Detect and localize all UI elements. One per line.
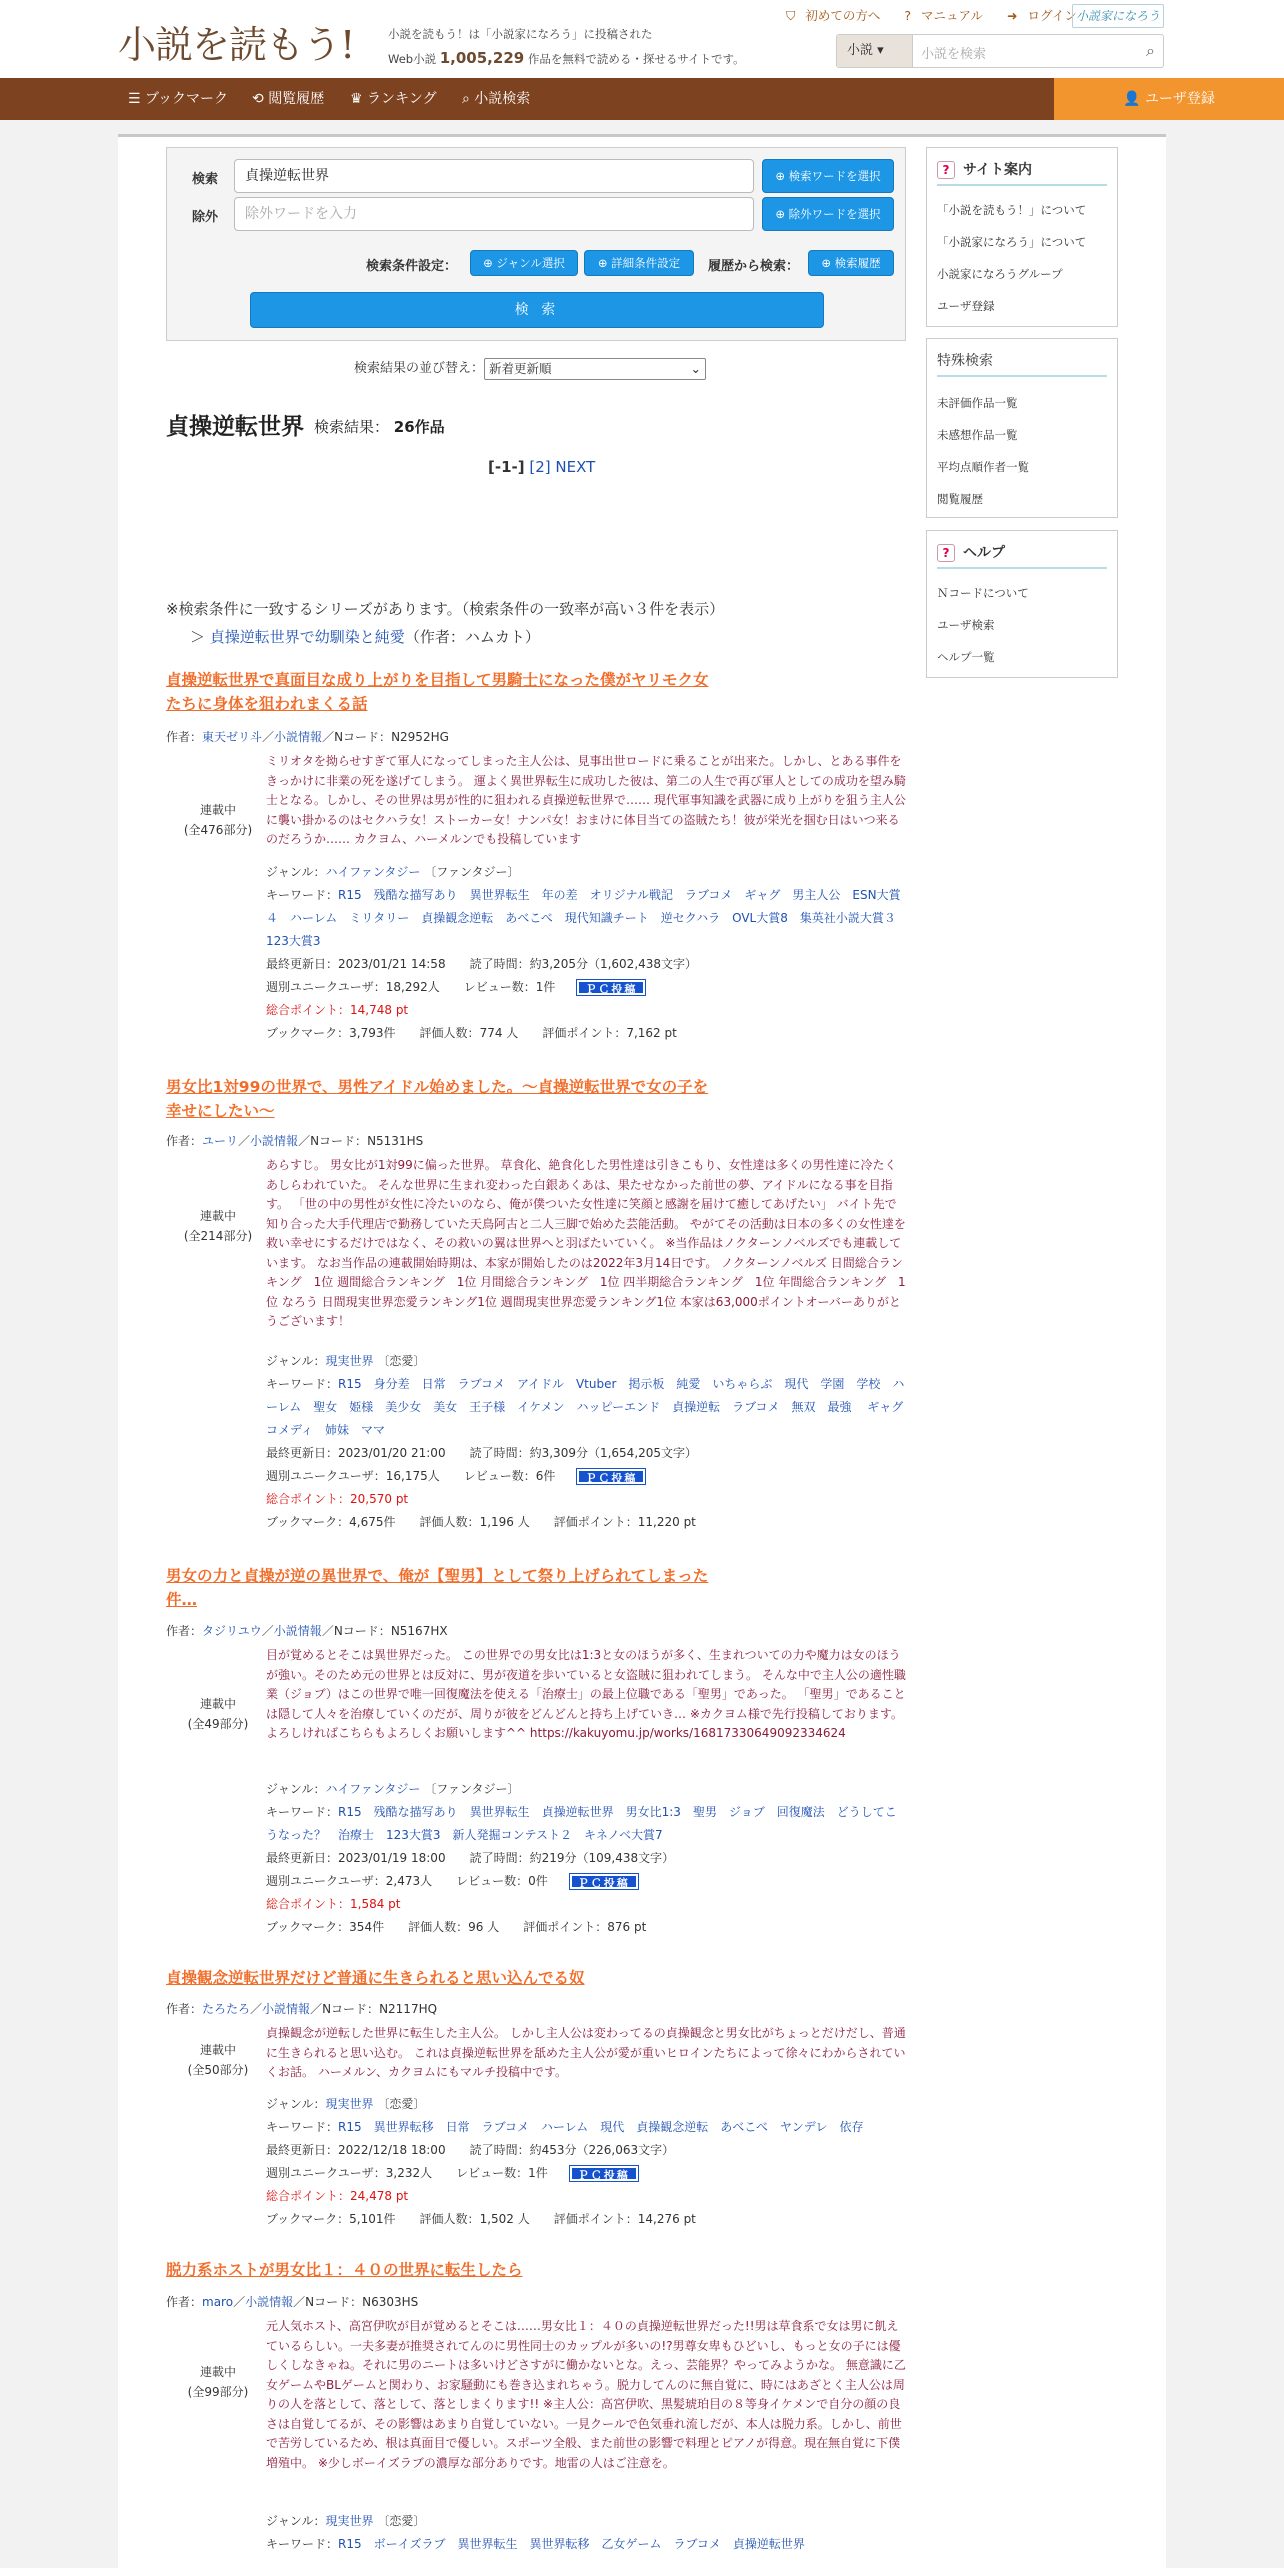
bookmark-row	[266, 1511, 906, 1534]
nav-bookmark[interactable]	[128, 78, 228, 120]
bookmarks-label: ブックマーク：	[266, 1026, 350, 1040]
novel-title-line: 男女比1対99の世界で、男性アイドル始めました。〜貞操逆転世界で女の子を	[166, 1078, 709, 1096]
keyword-row	[266, 2533, 906, 2556]
novel-author-row: 作者：たろたろ／小説情報／Nコード：N2117HQ	[166, 2002, 438, 2016]
manual-label: マニュアル	[921, 8, 984, 23]
rating-points-value: 14,276 pt	[637, 2212, 696, 2226]
parts-count: (全99部分)	[187, 2385, 249, 2399]
novel-status	[172, 1206, 264, 1246]
bookmark-row	[266, 2208, 906, 2231]
read-time-value: 約453分（226,063文字）	[529, 2143, 675, 2157]
author-label: 作者：	[166, 1624, 203, 1638]
sidebar-item-about-yomou[interactable]: 「小説を読もう！」について	[937, 203, 1087, 217]
novel-info-link[interactable]: 小説情報	[262, 2002, 311, 2016]
sidebar-item-unrated[interactable]: 未評価作品一覧	[937, 396, 1018, 410]
novel-title[interactable]	[166, 668, 786, 716]
keyword-links[interactable]: R15 残酷な描写あり 異世界転生 年の差 オリジナル戦記 ラブコメ ギャグ 男主人公 ESN大賞４ ハーレム ミリタリー 貞操観念逆転 あべこべ 現代知識チート 逆セクハラ OVL大賞8 集英社小説大賞３ 123大賞3	[266, 888, 908, 948]
status-text: 連載中	[199, 2365, 236, 2379]
chevron-down-icon: ▾	[877, 43, 884, 58]
genre-label: ジャンル：	[266, 2097, 326, 2111]
login-label: ログイン	[1027, 8, 1077, 23]
author-label: 作者：	[166, 1134, 203, 1148]
reviews-value: 1件	[528, 2166, 548, 2180]
result-count-label: 検索結果：	[314, 418, 390, 436]
desc-pre: Web小説	[388, 52, 437, 66]
novel-author-row: 作者：ユーリ／小説情報／Nコード：N5131HS	[166, 1134, 424, 1148]
series-row	[190, 626, 540, 647]
sidebar-item-narou-group[interactable]: 小説家になろうグループ	[937, 267, 1063, 281]
result-count	[314, 416, 445, 437]
novel-info-link[interactable]: 小説情報	[274, 730, 323, 744]
nav-ranking-label: ランキング	[367, 91, 437, 107]
first-visit-link[interactable]	[786, 8, 890, 23]
narou-logo-link[interactable]: 小説家になろう	[1072, 4, 1164, 28]
updated-label: 最終更新日：	[266, 1851, 339, 1865]
pager-current: [-1-]	[488, 458, 525, 476]
nav-search[interactable]	[462, 78, 530, 120]
desc-line2	[388, 46, 745, 71]
site-header	[0, 0, 1284, 78]
keyword-label: キーワード：	[266, 2120, 339, 2134]
total-points-label: 総合ポイント：	[266, 2189, 351, 2203]
keyword-links[interactable]: R15 身分差 日常 ラブコメ アイドル Vtuber 掲示板 純愛 いちゃらぶ 現代 学園 学校 ハーレム 聖女 姫様 美少女 美女 王子様 イケメン ハッピーエンド 貞操逆転 ラブコメ 無双 最強 ギャグ コメディ 姉妹 ママ	[266, 1377, 916, 1437]
author-label: 作者：	[166, 2295, 203, 2309]
read-time-label: 読了時間：	[469, 957, 530, 971]
bookmark-row	[266, 1022, 906, 1045]
novel-meta	[266, 861, 906, 1045]
novel-title-line: 貞操逆転世界で真面目な成り上がりを目指して男騎士になった僕がヤリモク女	[166, 671, 709, 689]
reviews-label: レビュー数：	[463, 1469, 536, 1483]
total-points-label: 総合ポイント：	[266, 1897, 351, 1911]
sidebar-item-history[interactable]: 閲覧履歴	[937, 492, 983, 506]
updated-row	[266, 953, 906, 976]
keyword-row	[266, 884, 906, 953]
search-history-button[interactable]	[808, 250, 894, 276]
novel-title-line: 幸せにしたい〜	[166, 1102, 275, 1120]
keyword-row	[266, 2116, 906, 2139]
search-type-select[interactable]	[837, 35, 913, 67]
help-icon: ?	[937, 161, 955, 179]
novel-status	[172, 2362, 264, 2402]
genre-select-button[interactable]	[470, 250, 578, 276]
sidebar-item-average-authors[interactable]: 平均点順作者一覧	[937, 460, 1029, 474]
nav-bookmark-label: ブックマーク	[145, 91, 229, 107]
novel-title-line: 件…	[166, 1591, 198, 1609]
bookmarks-value: 354件	[349, 1920, 385, 1934]
keyword-row	[266, 1801, 906, 1847]
total-points-label: 総合ポイント：	[266, 1492, 351, 1506]
parts-count: (全49部分)	[187, 1717, 249, 1731]
series-author: （作者：ハムカト）	[404, 628, 540, 646]
header-search-input[interactable]: 小説を検索	[921, 47, 987, 62]
sort-value: 新着更新順	[489, 360, 552, 376]
ncode-label: Nコード：	[333, 1624, 391, 1638]
ncode-value: N5131HS	[367, 1134, 424, 1148]
login-icon: ➜	[1007, 8, 1018, 23]
pager	[488, 458, 595, 476]
updated-label: 最終更新日：	[266, 1446, 339, 1460]
users-row	[266, 1870, 906, 1893]
help-title-text: ヘルプ	[963, 545, 1005, 561]
reviews-label: レビュー数：	[456, 2166, 529, 2180]
rating-points-label: 評価ポイント：	[542, 1026, 627, 1040]
history-search-label: 履歴から検索：	[708, 259, 800, 274]
novel-author-row: 作者：東天ゼリ斗／小説情報／Nコード：N2952HG	[166, 730, 449, 744]
novel-meta	[266, 2510, 906, 2568]
search-icon[interactable]: ⌕	[1146, 41, 1155, 60]
genre-category: 〔恋愛〕	[377, 2097, 426, 2111]
parts-count: (全476部分)	[183, 823, 253, 837]
ncode-value: N6303HS	[362, 2295, 419, 2309]
raters-label: 評価人数：	[419, 2212, 480, 2226]
genre-row	[266, 1778, 906, 1801]
genre-label: ジャンル：	[266, 2514, 326, 2528]
site-guide-box	[926, 147, 1118, 327]
exclude-label: 除外	[192, 210, 219, 225]
rating-points-label: 評価ポイント：	[553, 1515, 638, 1529]
novel-status	[172, 800, 264, 840]
novel-synopsis: ミリオタを拗らせすぎて軍人になってしまった主人公は、見事出世ロードに乗ることが出来た。しかし、とある事件をきっかけに非業の死を遂げてしまう。 運よく異世界転生に成功した彼は、第二の人生で再び軍人としての成功を望み騎士となる。しかし、その世界は男が性的に狙われる貞操逆転世界で…… 現代軍事知識を武器に成り上がりを狙う主人公に襲い掛かるのはセクハラ女！ストーカー女！ナンパ女！おまけに体目当ての盗賊たち！彼が栄光を掴む日はいつ来るのだろうか…… カクヨム、ハーメルンでも投稿しています	[266, 754, 906, 846]
bookmarks-value: 5,101件	[349, 2212, 396, 2226]
weekly-users-value: 16,175人	[385, 1469, 440, 1483]
plus-icon: ⊕	[597, 256, 608, 270]
bookmarks-label: ブックマーク：	[266, 1515, 350, 1529]
ncode-label: Nコード：	[310, 1134, 368, 1148]
ncode-label: Nコード：	[322, 2002, 380, 2016]
updated-row	[266, 2139, 906, 2162]
genre-row	[266, 2093, 906, 2116]
raters-label: 評価人数：	[419, 1515, 480, 1529]
points-row	[266, 1488, 906, 1511]
updated-value: 2023/01/20 21:00	[338, 1446, 446, 1460]
search-history-label: 検索履歴	[834, 256, 881, 270]
sort-row	[354, 357, 706, 380]
novel-synopsis: あらすじ。 男女比が1対99に偏った世界。 草食化、絶食化した男性達は引きこもり、女性達は多くの男性達に冷たくあしらわれていた。 そんな世界に生まれ変わった白銀あくあは、果たせなかった前世の夢、アイドルになる事を目指す。 「世の中の男性が女性に冷たいのなら、俺が僕ついた女性達に笑顔と感謝を届けて癒してあげたい」 バイト先で知り合った大手代理店で勤務していた天鳥阿古と二人三脚で始めた芸能活動。 やがてその活動は日本の多くの女性達を救い幸せにするだけではなく、その救いの翼は世界へと羽ばたいていく。 ※当作品はノクターンノベルズでも連載しています。 なお当作品の連載開始時期は、本家が開始したのは2022年3月14日です。 ノクターンノベルズ 日間総合ランキング 1位 週間総合ランキング 1位 月間総合ランキング 1位 四半期総合ランキング 1位 年間総合ランキング 1位 なろう 日間現実世界恋愛ランキング1位 週間現実世界恋愛ランキング1位 本家は63,000ポイントオーバーありがとうございます！	[266, 1158, 906, 1328]
ncode-value: N2952HG	[391, 730, 449, 744]
novel-status	[172, 1694, 264, 1734]
novel-title-line: 脱力系ホストが男女比１：４０の世界に転生したら	[166, 2261, 523, 2279]
updated-row	[266, 1847, 906, 1870]
series-note: ※検索条件に一致するシリーズがあります。（検索条件の一致率が高い３件を表示）	[166, 600, 725, 618]
main-nav	[0, 78, 1284, 120]
rating-points-value: 7,162 pt	[626, 1026, 677, 1040]
reviews-label: レビュー数：	[456, 1874, 529, 1888]
sort-label: 検索結果の並び替え：	[354, 361, 485, 376]
header-search	[836, 34, 1164, 68]
detail-condition-button[interactable]	[584, 250, 694, 276]
novel-count: 1,005,229	[439, 49, 525, 67]
crown-icon: ♛	[350, 91, 363, 107]
total-points-value: 1,584 pt	[350, 1897, 401, 1911]
first-visit-label: 初めての方へ	[805, 8, 881, 23]
author-label: 作者：	[166, 730, 203, 744]
sort-select[interactable]	[484, 358, 706, 380]
novel-synopsis: 元人気ホスト、高宮伊吹が目が覚めるとそこは……男女比１：４０の貞操逆転世界だった!!男は草食系で女は男に飢えているらしい。一夫多妻が推奨されてんのに男性同士のカップルが多いの!?男尊女卑もひどいし、もっと女の子には優しくしなきゃね。それに男のニートは多いけどさすがに働かないとな。えっ、芸能界？やってみようかな。 無意識に乙女ゲームやBLゲームと関わり、お家騒動にも巻き込まれちゃう。脱力してんのに無自覚に、時にはあざとく主人公は周りの人を落として、落として、落としまくります!! ※主人公：高宮伊吹、黒髪琥珀目の８等身イケメンで自分の顔の良さは自覚してるが、その影響はあまり自覚していない。一見クールで色気垂れ流しだが、本人は脱力系。しかし、前世で苦労しているため、根は真面目で優しい。スポーツ全般、また前世の影響で料理とピアノが得意。現在無自覚に下僕増殖中。 ※少しボーイズラブの濃厚な部分ありです。地雷の人はご注意を。	[266, 2319, 906, 2470]
keyword-label: キーワード：	[266, 2537, 339, 2551]
genre-row	[266, 1350, 906, 1373]
desc-post: 作品を無料で読める・探せるサイトです。	[527, 52, 745, 66]
raters-value: 96 人	[468, 1920, 500, 1934]
keyword-label: キーワード：	[266, 888, 339, 902]
nav-search-label: 小説検索	[474, 91, 531, 107]
bookmarks-value: 4,675件	[349, 1515, 396, 1529]
nav-history-label: 閲覧履歴	[268, 91, 325, 107]
total-points-label: 総合ポイント：	[266, 1003, 351, 1017]
pc-badge: ＰＣ投稿	[577, 980, 645, 995]
raters-label: 評価人数：	[408, 1920, 469, 1934]
keyword-label: キーワード：	[266, 1805, 339, 1819]
read-time-value: 約3,205分（1,602,438文字）	[529, 957, 698, 971]
users-row	[266, 1465, 906, 1488]
genre-link[interactable]: ハイファンタジー	[325, 1782, 421, 1796]
detail-condition-label: 詳細条件設定	[611, 256, 681, 270]
author-link[interactable]: タジリユウ	[202, 1624, 262, 1638]
rating-points-value: 876 pt	[607, 1920, 647, 1934]
condition-label: 検索条件設定：	[366, 259, 458, 274]
register-button[interactable]	[1054, 78, 1284, 120]
history-icon: ⟲	[252, 91, 264, 107]
genre-label: ジャンル：	[266, 865, 326, 879]
keyword-links[interactable]: R15 異世界転移 日常 ラブコメ ハーレム 現代 貞操観念逆転 あべこべ ヤンデレ 依存	[338, 2120, 864, 2134]
genre-link[interactable]: 現実世界	[325, 2097, 374, 2111]
raters-value: 774 人	[479, 1026, 519, 1040]
weekly-users-value: 18,292人	[385, 980, 440, 994]
novel-title-line: たちに身体を狙われまくる話	[166, 695, 368, 713]
desc-line1: 小説を読もう！は「小説家になろう」に投稿された	[388, 27, 653, 41]
reviews-value: 1件	[535, 980, 556, 994]
rating-points-label: 評価ポイント：	[553, 2212, 638, 2226]
search-icon: ⌕	[462, 91, 470, 107]
pc-badge: ＰＣ投稿	[577, 1469, 645, 1484]
author-link[interactable]: ユーリ	[202, 1134, 239, 1148]
rating-points-label: 評価ポイント：	[523, 1920, 608, 1934]
updated-label: 最終更新日：	[266, 957, 339, 971]
novel-meta	[266, 2093, 906, 2231]
novel-info-link[interactable]: 小説情報	[250, 1134, 299, 1148]
top-links	[786, 6, 1097, 24]
genre-label: ジャンル：	[266, 1354, 326, 1368]
sidebar-item-user-search[interactable]: ユーザ検索	[937, 618, 995, 632]
updated-label: 最終更新日：	[266, 2143, 339, 2157]
result-count-value: 26作品	[393, 418, 445, 436]
pc-badge: ＰＣ投稿	[570, 1874, 638, 1889]
search-type-value: 小説	[847, 43, 874, 58]
question-icon: ?	[904, 8, 912, 23]
novel-synopsis: 貞操観念が逆転した世界に転生した主人公。 しかし主人公は変わってるの貞操観念と男女比がちょっとだけだし、普通に生きられると思い込む。 これは貞操逆転世界を舐めた主人公が愛が重いヒロインたちによって徐々にわからされていくお話。 ハーメルン、カクヨムにもマルチ投稿中です。	[266, 2026, 906, 2079]
pager-page-2[interactable]: [2]	[529, 458, 551, 476]
status-text: 連載中	[199, 803, 236, 817]
points-row	[266, 999, 906, 1022]
total-points-value: 20,570 pt	[350, 1492, 409, 1506]
updated-value: 2022/12/18 18:00	[338, 2143, 446, 2157]
reviews-label: レビュー数：	[463, 980, 536, 994]
read-time-label: 読了時間：	[469, 2143, 530, 2157]
reviews-value: 0件	[528, 1874, 548, 1888]
select-keyword-label: 検索ワードを選択	[788, 169, 881, 183]
novel-info-link[interactable]: 小説情報	[245, 2295, 294, 2309]
points-row	[266, 1893, 906, 1916]
sidebar-item-help-list[interactable]: ヘルプ一覧	[937, 650, 995, 664]
weekly-users-label: 週別ユニークユーザ：	[266, 2166, 386, 2180]
genre-link[interactable]: ハイファンタジー	[325, 865, 421, 879]
ncode-value: N5167HX	[390, 1624, 448, 1638]
result-title: 貞操逆転世界	[166, 414, 304, 440]
shield-icon: ⛉	[786, 8, 796, 23]
novel-title-line: 貞操観念逆転世界だけど普通に生きられると思い込んでる奴	[166, 1969, 585, 1987]
nav-ranking[interactable]	[350, 78, 437, 120]
site-logo[interactable]: 小説を読もう!	[118, 23, 355, 67]
status-text: 連載中	[199, 2043, 236, 2057]
raters-value: 1,196 人	[479, 1515, 530, 1529]
select-exclude-label: 除外ワードを選択	[788, 207, 881, 221]
updated-row	[266, 1442, 906, 1465]
series-link[interactable]: 貞操逆転世界で幼馴染と純愛	[209, 628, 405, 646]
sidebar-item-register[interactable]: ユーザ登録	[937, 299, 995, 313]
novel-title[interactable]	[166, 1075, 786, 1123]
bookmarks-label: ブックマーク：	[266, 2212, 350, 2226]
novel-title[interactable]	[166, 2258, 786, 2282]
keyword-row	[266, 1373, 916, 1442]
genre-category: 〔ファンタジー〕	[424, 865, 520, 879]
reviews-value: 6件	[535, 1469, 556, 1483]
novel-meta	[266, 1778, 906, 1939]
genre-row	[266, 861, 906, 884]
keyword-label: キーワード：	[266, 1377, 339, 1391]
plus-icon: ⊕	[775, 207, 785, 221]
plus-icon: ⊕	[483, 256, 493, 270]
sidebar-item-about-narou[interactable]: 「小説家になろう」について	[937, 235, 1087, 249]
author-link[interactable]: 東天ゼリ斗	[202, 730, 263, 744]
site-guide-title	[937, 156, 1107, 186]
read-time-value: 約3,309分（1,654,205文字）	[529, 1446, 698, 1460]
keyword-links[interactable]: R15 残酷な描写あり 異世界転生 貞操逆転世界 男女比1:3 聖男 ジョブ 回復魔法 どうしてこうなった？ 治療士 123大賞3 新人発掘コンテスト２ キネノベ大賞7	[266, 1805, 897, 1842]
ncode-label: Nコード：	[305, 2295, 363, 2309]
help-box	[926, 530, 1118, 678]
author-link[interactable]: maro	[202, 2295, 234, 2309]
read-time-label: 読了時間：	[469, 1446, 530, 1460]
bookmarks-value: 3,793件	[349, 1026, 396, 1040]
keyword-input[interactable]: 貞操逆転世界	[234, 159, 754, 193]
raters-label: 評価人数：	[419, 1026, 480, 1040]
pager-next[interactable]: NEXT	[555, 458, 596, 476]
weekly-users-label: 週別ユニークユーザ：	[266, 1874, 386, 1888]
manual-link[interactable]	[904, 8, 993, 23]
genre-category: 〔ファンタジー〕	[424, 1782, 520, 1796]
status-text: 連載中	[199, 1209, 236, 1223]
read-time-value: 約219分（109,438文字）	[529, 1851, 675, 1865]
special-search-title: 特殊検索	[937, 347, 1107, 377]
novel-status	[172, 2040, 264, 2080]
select-keyword-button[interactable]	[762, 159, 894, 193]
exclude-input[interactable]: 除外ワードを入力	[234, 197, 754, 231]
weekly-users-value: 2,473人	[385, 1874, 433, 1888]
genre-link[interactable]: 現実世界	[325, 2514, 374, 2528]
bookmarks-label: ブックマーク：	[266, 1920, 350, 1934]
special-search-box	[926, 338, 1118, 518]
total-points-value: 14,748 pt	[350, 1003, 409, 1017]
ncode-label: Nコード：	[334, 730, 392, 744]
novel-title-line: 男女の力と貞操が逆の異世界で、俺が【聖男】として祭り上げられてしまった	[166, 1567, 709, 1585]
author-link[interactable]: たろたろ	[202, 2002, 251, 2016]
status-text: 連載中	[199, 1697, 236, 1711]
help-icon: ?	[937, 544, 955, 562]
read-time-label: 読了時間：	[469, 1851, 530, 1865]
users-row	[266, 2162, 906, 2185]
sidebar-item-ncode[interactable]: Ｎコードについて	[937, 586, 1029, 600]
parts-count: (全50部分)	[187, 2063, 249, 2077]
list-icon: ☰	[128, 91, 141, 107]
site-guide-title-text: サイト案内	[963, 162, 1033, 178]
rating-points-value: 11,220 pt	[637, 1515, 696, 1529]
genre-category: 〔恋愛〕	[377, 2514, 426, 2528]
genre-category: 〔恋愛〕	[377, 1354, 426, 1368]
novel-title[interactable]	[166, 1966, 786, 1990]
users-row	[266, 976, 906, 999]
weekly-users-label: 週別ユニークユーザ：	[266, 1469, 386, 1483]
updated-value: 2023/01/21 14:58	[338, 957, 446, 971]
weekly-users-value: 3,232人	[385, 2166, 433, 2180]
series-prefix: ＞	[190, 628, 206, 646]
points-row	[266, 2185, 906, 2208]
total-points-value: 24,478 pt	[350, 2189, 409, 2203]
help-title	[937, 539, 1107, 569]
genre-select-label: ジャンル選択	[496, 256, 565, 270]
parts-count: (全214部分)	[183, 1229, 253, 1243]
bookmark-row	[266, 1916, 906, 1939]
updated-value: 2023/01/19 18:00	[338, 1851, 446, 1865]
user-icon: 👤	[1123, 91, 1141, 107]
genre-row	[266, 2510, 906, 2533]
nav-history[interactable]	[252, 78, 324, 120]
site-description	[388, 22, 745, 71]
pc-badge: ＰＣ投稿	[570, 2166, 638, 2181]
novel-author-row: 作者：maro／小説情報／Nコード：N6303HS	[166, 2295, 419, 2309]
novel-title[interactable]	[166, 1564, 786, 1612]
keyword-links[interactable]: R15 ボーイズラブ 異世界転生 異世界転移 乙女ゲーム ラブコメ 貞操逆転世界	[338, 2537, 805, 2551]
plus-icon: ⊕	[821, 256, 831, 270]
novel-author-row: 作者：タジリユウ／小説情報／Nコード：N5167HX	[166, 1624, 448, 1638]
novel-info-link[interactable]: 小説情報	[273, 1624, 322, 1638]
search-submit-button[interactable]: 検 索	[250, 292, 824, 328]
keyword-label: 検索	[192, 172, 219, 187]
novel-synopsis: 目が覚めるとそこは異世界だった。 この世界での男女比は1:3と女のほうが多く、生まれついての力や魔力は女のほうが強い。そのため元の世界とは反対に、男が夜道を歩いていると女盗賊に狙われてしまう。 そんな中で主人公の適性職業（ジョブ）はこの世界で唯一回復魔法を使える「治療士」の最上位職である「聖男」であった。 「聖男」であることは隠して人々を治療していくのだが、周りが彼をどんどんと持ち上げていき… ※カクヨム様で先行投稿しております。よろしければこちらもよろしくお願いします^^ https://kakuyomu.jp/works/16817330649092334624	[266, 1648, 906, 1740]
weekly-users-label: 週別ユニークユーザ：	[266, 980, 386, 994]
genre-link[interactable]: 現実世界	[325, 1354, 374, 1368]
register-label: ユーザ登録	[1144, 91, 1215, 107]
genre-label: ジャンル：	[266, 1782, 326, 1796]
author-label: 作者：	[166, 2002, 203, 2016]
raters-value: 1,502 人	[479, 2212, 530, 2226]
novel-meta	[266, 1350, 916, 1534]
chevron-down-icon: ⌄	[690, 360, 702, 376]
ncode-value: N2117HQ	[379, 2002, 438, 2016]
plus-icon: ⊕	[775, 169, 785, 183]
sidebar-item-no-impression[interactable]: 未感想作品一覧	[937, 428, 1018, 442]
select-exclude-button[interactable]	[762, 197, 894, 231]
